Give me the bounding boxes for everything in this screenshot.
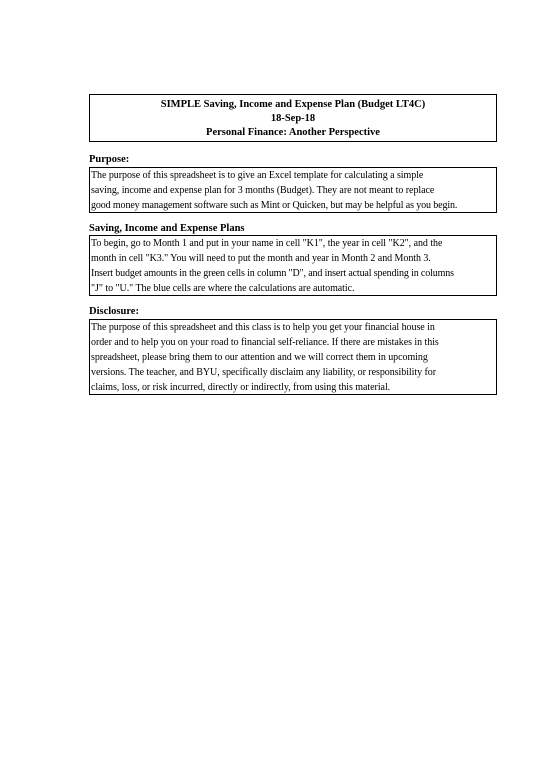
plans-line: Insert budget amounts in the green cells in column "D", and insert actual spending in columns bbox=[91, 268, 454, 279]
plans-line: "J" to "U." The blue cells are where the calculations are automatic. bbox=[91, 283, 355, 294]
purpose-box bbox=[89, 167, 497, 213]
plans-heading: Saving, Income and Expense Plans bbox=[89, 223, 245, 234]
document-date: 18-Sep-18 bbox=[270, 113, 316, 124]
plans-line: month in cell "K3." You will need to put the month and year in Month 2 and Month 3. bbox=[91, 253, 431, 264]
purpose-heading: Purpose: bbox=[89, 154, 130, 165]
disclosure-line: spreadsheet, please bring them to our attention and we will correct them in upcoming bbox=[91, 352, 428, 363]
disclosure-heading: Disclosure: bbox=[89, 306, 139, 317]
purpose-line: saving, income and expense plan for 3 months (Budget). They are not meant to replace bbox=[91, 185, 435, 196]
disclosure-line: claims, loss, or risk incurred, directly or indirectly, from using this material. bbox=[91, 382, 391, 393]
plans-line: To begin, go to Month 1 and put in your name in cell "K1", the year in cell "K2", and the bbox=[91, 238, 443, 249]
disclosure-line: versions. The teacher, and BYU, specifically disclaim any liability, or responsibility for bbox=[91, 367, 437, 378]
purpose-line: good money management software such as Mint or Quicken, but may be helpful as you begin. bbox=[91, 200, 458, 211]
disclosure-box bbox=[89, 319, 497, 395]
header-box bbox=[89, 94, 497, 142]
disclosure-line: order and to help you on your road to financial self-reliance. If there are mistakes in this bbox=[91, 337, 439, 348]
document-subtitle: Personal Finance: Another Perspective bbox=[206, 127, 380, 138]
document-title: SIMPLE Saving, Income and Expense Plan (Budget LT4C) bbox=[160, 99, 426, 110]
plans-box bbox=[89, 235, 497, 296]
disclosure-line: The purpose of this spreadsheet and this class is to help you get your financial house in bbox=[91, 322, 435, 333]
purpose-line: The purpose of this spreadsheet is to give an Excel template for calculating a simple bbox=[91, 170, 424, 181]
